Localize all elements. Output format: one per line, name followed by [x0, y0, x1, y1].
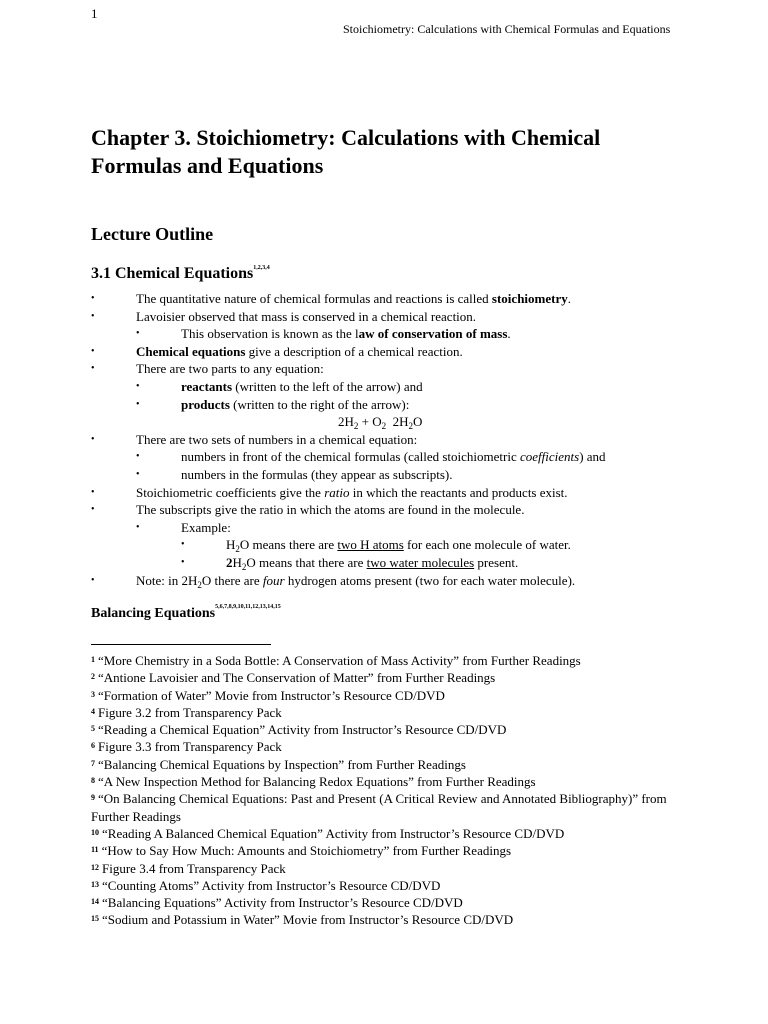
footnote-text: “Balancing Chemical Equations by Inspection” from Further Readings [98, 756, 466, 772]
footnote [91, 704, 701, 721]
list-item [0, 484, 768, 502]
bullet-text: Note: in $2H_2O$ there are four hydrogen atoms present (two for each water molecule). [136, 572, 576, 590]
footnote-number: 5 [91, 724, 95, 734]
footnote-number: 15 [91, 914, 99, 924]
list-item [0, 501, 768, 519]
bullet-text: The quantitative nature of chemical formulas and reactions is called stoichiometry. [136, 291, 571, 306]
footnote-divider [91, 644, 271, 645]
footnote-text: “Balancing Equations” Activity from Instructor’s Resource CD/DVD [102, 895, 463, 911]
section-title: 3.1 Chemical Equations [91, 265, 254, 282]
footnote [91, 669, 701, 686]
footnote-number: 1 [91, 655, 95, 664]
list-item [0, 378, 768, 396]
footnote-text: “More Chemistry in a Soda Bottle: A Conservation of Mass Activity” from Further Readings [98, 653, 581, 668]
bullet-icon: • [91, 293, 95, 304]
footnote-number: 6 [91, 741, 95, 751]
bullet-text: numbers in front of the chemical formulas (called stoichiometric coefficients) and [181, 449, 606, 465]
list-item [0, 343, 768, 361]
footnote [91, 860, 701, 877]
bullet-icon: • [136, 451, 140, 463]
footnote [91, 738, 701, 755]
footnote-text: “A New Inspection Method for Balancing Redox Equations” from Further Readings [98, 774, 536, 790]
bullet-icon: • [136, 380, 140, 392]
bullet-icon: • [136, 398, 140, 410]
equation-text: $2H_2 + O_2$ $2H_2O$ [338, 414, 423, 432]
bullet-text: The subscripts give the ratio in which the atoms are found in the molecule. [136, 502, 525, 518]
footnote-text: “Antione Lavoisier and The Conservation of Matter” from Further Readings [98, 670, 496, 686]
footnote-text: Figure 3.4 from Transparency Pack [102, 860, 286, 876]
list-item [0, 448, 768, 466]
bullet-icon: • [91, 363, 95, 375]
bullet-icon: • [91, 486, 95, 498]
list-item [0, 308, 768, 326]
footnote-number: 4 [91, 706, 95, 716]
bullet-icon: • [136, 328, 140, 340]
bullet-icon: • [91, 345, 95, 357]
footnote [91, 894, 701, 911]
footnote [91, 790, 701, 825]
footnote [91, 687, 701, 704]
list-item [0, 360, 768, 378]
bullet-text: $2H_2O$ means that there are two water molecules present. [226, 554, 519, 572]
list-item [0, 519, 768, 537]
list-item [0, 396, 768, 414]
bullet-text: Example: [181, 519, 231, 535]
footnote [91, 877, 701, 894]
list-item [0, 554, 768, 572]
footnote-number: 12 [91, 862, 99, 872]
balancing-title: Balancing Equations [91, 606, 216, 621]
footnote-list [91, 652, 701, 929]
bullet-icon: • [91, 574, 95, 586]
bullet-icon: • [136, 468, 140, 480]
lecture-outline-heading: Lecture Outline [91, 224, 214, 244]
bullet-text: Stoichiometric coefficients give the ratio in which the reactants and products exist. [136, 484, 568, 500]
bullet-text: There are two parts to any equation: [136, 361, 324, 377]
bullet-icon: • [181, 556, 185, 568]
footnote [91, 721, 701, 738]
bullet-text: $H_2O$ means there are two H atoms for each one molecule of water. [226, 537, 571, 555]
footnote [91, 911, 701, 928]
bullet-text: Chemical equations give a description of a chemical reaction. [136, 343, 463, 359]
footnote-number: 9 [91, 793, 95, 803]
footnote [91, 825, 701, 842]
footnote-refs[interactable]: 5,6,7,8,9,10,11,12,13,14,15 [215, 604, 281, 610]
chapter-title: Chapter 3. Stoichiometry: Calculations with Chemical Formulas and Equations [91, 125, 601, 178]
footnote-text: Figure 3.3 from Transparency Pack [98, 739, 282, 755]
list-item [0, 325, 768, 343]
footnote-text: “Formation of Water” Movie from Instructor’s Resource CD/DVD [98, 687, 445, 703]
footnote [91, 842, 701, 859]
footnote [91, 652, 701, 669]
bullet-icon: • [181, 539, 185, 551]
footnote-text: Figure 3.2 from Transparency Pack [98, 704, 282, 720]
bullet-icon: • [91, 433, 95, 445]
bullet-list [0, 290, 768, 589]
bullet-text: products (written to the right of the arrow): [181, 396, 410, 412]
footnote [91, 756, 701, 773]
bullet-text: numbers in the formulas (they appear as subscripts). [181, 466, 453, 482]
footnote-number: 7 [91, 758, 95, 768]
footnote-text: “Reading A Balanced Chemical Equation” Activity from Instructor’s Resource CD/DVD [102, 825, 565, 841]
footnote-number: 11 [91, 845, 99, 855]
footnote-text: “Counting Atoms” Activity from Instructor’s Resource CD/DVD [102, 877, 441, 893]
footnote-text: “Reading a Chemical Equation” Activity from Instructor’s Resource CD/DVD [98, 722, 507, 738]
footnote-number: 2 [91, 672, 95, 682]
bullet-icon: • [136, 521, 140, 533]
list-item [0, 536, 768, 554]
balancing-heading [91, 606, 281, 622]
bullet-text: There are two sets of numbers in a chemical equation: [136, 431, 418, 447]
bullet-text: Lavoisier observed that mass is conserved in a chemical reaction. [136, 308, 477, 324]
bullet-icon: • [91, 310, 95, 322]
footnote-text: “On Balancing Chemical Equations: Past and Present (A Critical Review and Annotated Bibliography)” from Further Readings [91, 791, 667, 824]
list-item [0, 466, 768, 484]
footnote-refs[interactable]: 1,2,3,4 [253, 265, 270, 271]
section-heading [91, 265, 270, 283]
footnote-number: 13 [91, 879, 99, 889]
footnote-number: 10 [91, 827, 99, 837]
footnote-text: “Sodium and Potassium in Water” Movie from Instructor’s Resource CD/DVD [102, 912, 514, 928]
list-item [0, 431, 768, 449]
page-number: 1 [91, 6, 98, 21]
bullet-text: reactants (written to the left of the arrow) and [181, 378, 423, 394]
running-header: Stoichiometry: Calculations with Chemical Formulas and Equations [343, 22, 671, 36]
footnote-number: 14 [91, 897, 99, 907]
footnote [91, 773, 701, 790]
footnote-text: “How to Say How Much: Amounts and Stoichiometry” from Further Readings [101, 843, 512, 859]
list-item [0, 572, 768, 590]
chemical-equation [0, 413, 768, 431]
footnote-number: 3 [91, 689, 95, 699]
bullet-text: This observation is known as the law of conservation of mass. [181, 326, 511, 342]
list-item [0, 290, 768, 308]
footnote-number: 8 [91, 776, 95, 786]
bullet-icon: • [91, 504, 95, 516]
